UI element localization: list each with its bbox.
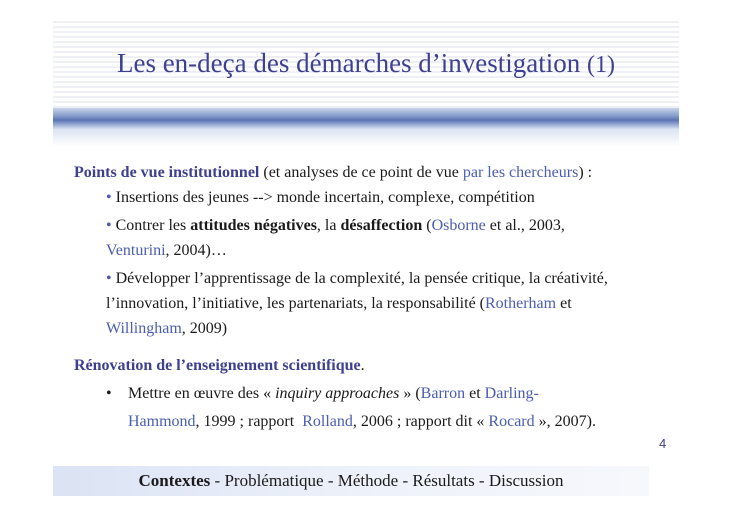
slide-title-number: (1) <box>587 52 616 78</box>
bullet-text: , 1999 ; rapport <box>195 413 303 430</box>
slide-title-text: Les en-deça des démarches d’investigation <box>116 48 581 78</box>
bullet-bold: attitudes négatives <box>190 217 317 234</box>
bullet-text: Contrer les <box>115 217 191 234</box>
title-rule <box>53 108 679 130</box>
bullet-item <box>74 213 674 238</box>
citation-link: Willingham <box>106 320 182 337</box>
slide-title <box>53 48 679 79</box>
bullet-text: ( <box>422 217 432 234</box>
footer-sections: - Problématique - Méthode - Résultats - Discussion <box>210 471 564 490</box>
section-heading-renovation <box>74 353 674 378</box>
bullet-text: et al., 2003, <box>485 217 565 234</box>
heading-link: par les chercheurs <box>462 164 579 181</box>
bullet-text: , la <box>316 217 341 234</box>
heading-text: Rénovation de l’enseignement scientifique <box>74 357 361 374</box>
bullet-text: l’innovation, l’initiative, les partenariats, la responsabilité ( <box>106 295 485 312</box>
bullet-italic: inquiry approaches <box>275 385 400 402</box>
page-number: 4 <box>659 436 667 451</box>
heading-after: (et analyses de ce point de vue <box>259 164 463 181</box>
heading-end: ) : <box>578 164 593 181</box>
bullet-continuation <box>74 291 674 316</box>
citation-link: Rocard <box>488 413 535 430</box>
citation-link: Hammond <box>128 413 196 430</box>
bullet-continuation <box>74 238 674 263</box>
bullet-text: » ( <box>399 385 421 402</box>
heading-text: Points de vue institutionnel <box>74 164 260 181</box>
bullet-continuation <box>74 409 674 434</box>
bullet-text: », 2007). <box>534 413 596 430</box>
bullet-icon: • <box>106 270 112 287</box>
bullet-text: Développer l’apprentissage de la complexité, la pensée critique, la créativité, <box>115 270 608 287</box>
bullet-item <box>74 381 674 406</box>
bullet-text: et <box>465 385 485 402</box>
footer-active-section: Contextes <box>138 471 211 490</box>
citation-link: Barron <box>420 385 466 402</box>
citation-link: Osborne <box>431 217 486 234</box>
bullet-text: , 2009) <box>181 320 228 337</box>
bullet-item <box>74 185 674 210</box>
bullet-continuation <box>74 316 674 341</box>
bullet-bold: désaffection <box>340 217 423 234</box>
footer-nav <box>53 466 649 496</box>
section-heading-institutional <box>74 160 674 185</box>
slide-content <box>74 160 674 434</box>
bullet-item <box>74 266 674 291</box>
slide <box>53 18 679 496</box>
bullet-text: Mettre en œuvre des « <box>128 385 276 402</box>
heading-end: . <box>360 357 365 374</box>
bullet-text: , 2006 ; rapport dit « <box>352 413 489 430</box>
citation-link: Venturini <box>106 242 166 259</box>
title-rule-shadow <box>53 130 679 146</box>
bullet-icon: • <box>106 217 112 234</box>
bullet-icon: • <box>106 189 112 206</box>
citation-link: Darling- <box>484 385 539 402</box>
bullet-text: et <box>556 295 572 312</box>
bullet-text: , 2004)… <box>165 242 227 259</box>
bullet-icon: • <box>106 385 112 402</box>
citation-link: Rolland <box>302 413 353 430</box>
bullet-text: Insertions des jeunes --> monde incertain, complexe, compétition <box>115 189 535 206</box>
citation-link: Rotherham <box>485 295 557 312</box>
